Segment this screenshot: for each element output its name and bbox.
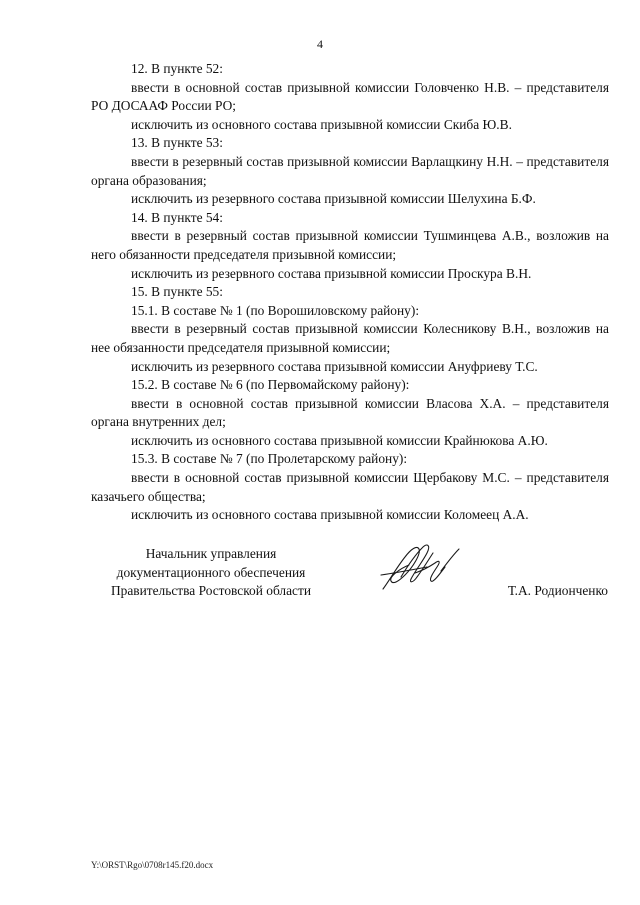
handwritten-signature-icon (375, 537, 465, 597)
paragraph-remove-main-kolomeets: исключить из основного состава призывной комиссии Коломеец А.А. (131, 507, 529, 523)
document-file-path: Y:\ORST\Rgo\0708r145.f20.docx (91, 860, 214, 870)
paragraph-add-main-golovchenko: ввести в основной состав призывной комиссии Головченко Н.В. – представителя РО ДОСААФ России РО; (91, 79, 609, 114)
signer-name: Т.А. Родионченко (507, 583, 608, 598)
paragraph-remove-main-skiba: исключить из основного состава призывной комиссии Скиба Ю.В. (131, 116, 512, 132)
signature-block (0, 545, 640, 615)
paragraph-add-reserve-kolesnikova: ввести в резервный состав призывной комиссии Колесникову В.Н., возложив на нее обязанности председателя призывной комиссии; (91, 321, 609, 355)
signer-position-line: Начальник управления (145, 546, 277, 561)
signer-position-line: Правительства Ростовской области (110, 583, 312, 599)
document-body (91, 60, 609, 525)
signer-position-line: документационного обеспечения (116, 564, 306, 580)
page-number: 4 (317, 37, 323, 51)
paragraph-item-14: 14. В пункте 54: (131, 209, 223, 225)
paragraph-add-main-vlasov: ввести в основной состав призывной комиссии Власова Х.А. – представителя органа внутренних дел; (91, 395, 609, 430)
paragraph-item-15-2: 15.2. В составе № 6 (по Первомайскому району): (131, 377, 410, 393)
paragraph-remove-reserve-anufrieva: исключить из резервного состава призывной комиссии Ануфриеву Т.С. (131, 358, 538, 374)
paragraph-item-15: 15. В пункте 55: (131, 284, 223, 300)
paragraph-item-15-1: 15.1. В составе № 1 (по Ворошиловскому району): (131, 302, 420, 318)
paragraph-item-15-3: 15.3. В составе № 7 (по Пролетарскому району): (131, 451, 408, 467)
paragraph-add-reserve-tushmintsev: ввести в резервный состав призывной комиссии Тушминцева А.В., возложив на него обязанности председателя призывной комиссии; (91, 228, 609, 262)
paragraph-remove-main-krainyukov: исключить из основного состава призывной комиссии Крайнюкова А.Ю. (131, 432, 548, 448)
signer-position (91, 545, 331, 601)
paragraph-item-13: 13. В пункте 53: (131, 135, 223, 151)
paragraph-item-12: 12. В пункте 52: (131, 61, 223, 76)
paragraph-add-main-shcherbakova: ввести в основной состав призывной комиссии Щербакову М.С. – представителя казачьего общества; (91, 470, 609, 504)
paragraph-remove-reserve-proskura: исключить из резервного состава призывной комиссии Проскура В.Н. (131, 265, 532, 281)
paragraph-add-reserve-varlashkina: ввести в резервный состав призывной комиссии Варлащкину Н.Н. – представителя органа образования; (91, 153, 609, 188)
paragraph-remove-reserve-shelukhin: исключить из резервного состава призывной комиссии Шелухина Б.Ф. (131, 191, 536, 207)
